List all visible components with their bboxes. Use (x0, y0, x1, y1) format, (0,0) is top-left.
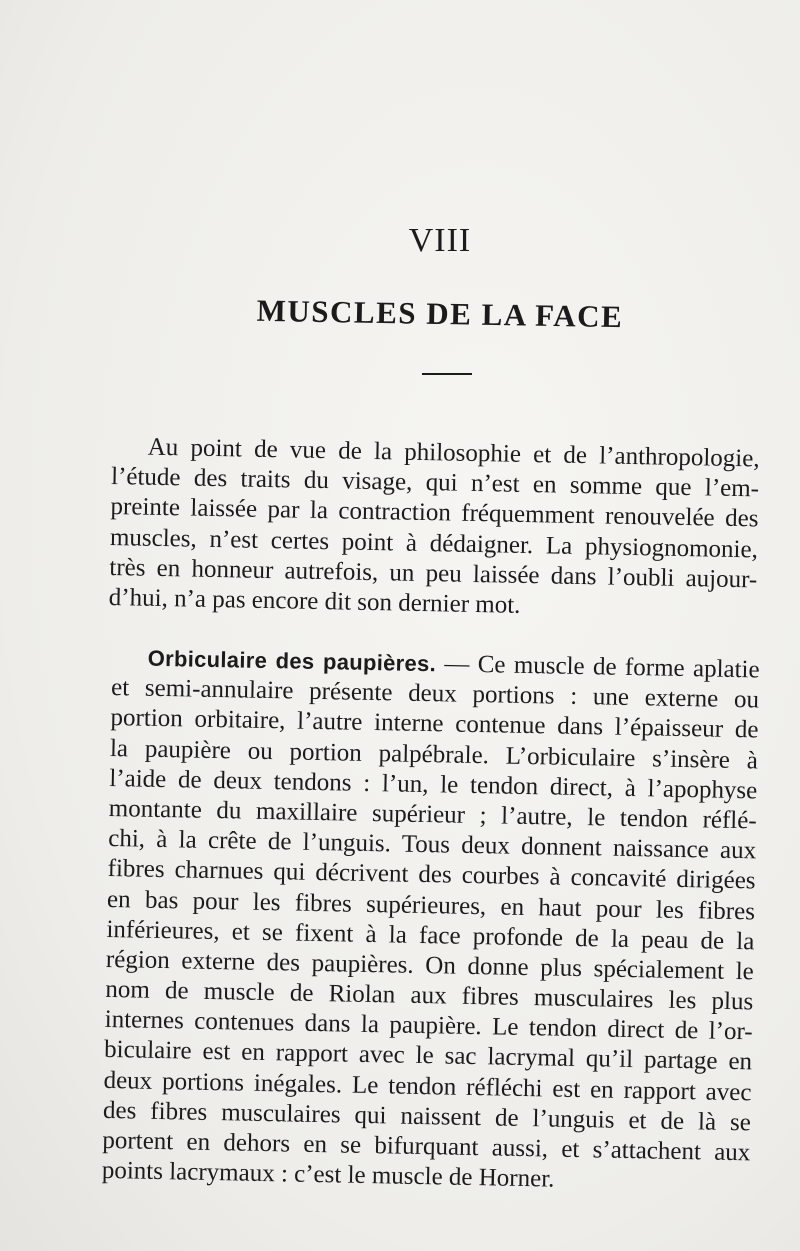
text-line: l’étude des traits du visage, qui n’est en somme que l’em- (110, 463, 760, 503)
chapter-title: MUSCLES DE LA FACE (256, 292, 624, 335)
text-line: deux portions inégales. Le tendon réfléchi est en rapport avec (103, 1066, 752, 1106)
paragraph-heading: Orbiculaire des paupières. (147, 645, 437, 677)
text-line: preinte laissée par la contraction fréquemment renouvelée des (110, 493, 759, 533)
paragraph-lead-text: — Ce muscle de forme aplatie (435, 650, 760, 684)
text-line: d’hui, n’a pas encore dit son dernier mot. (108, 583, 521, 619)
intro-paragraph (109, 432, 760, 626)
chapter-divider (422, 373, 472, 375)
text-line: biculaire est en rapport avec le sac lacrymal qu’il partage en (103, 1036, 753, 1076)
text-line: montante du maxillaire supérieur ; l’autre, le tendon réflé- (108, 794, 757, 835)
text-line: chi, à la crête de l’unguis. Tous deux donnent naissance aux (107, 825, 757, 865)
text-line: inférieures, et se fixent à la face profonde de la peau de la (106, 915, 755, 956)
text-line: portion orbitaire, l’autre interne contenue dans l’épaisseur de (110, 704, 759, 744)
orbicularis-paragraph (102, 643, 760, 1199)
text-line: points lacrymaux : c’est le muscle de Horner. (101, 1157, 555, 1193)
text-line: l’aide de deux tendons : l’un, le tendon direct, à l’apophyse (109, 764, 758, 805)
text-line: portent en dehors en se bifurquant aussi, et s’attachent aux (102, 1126, 751, 1167)
text-line: Au point de vue de la philosophie et de l’anthropologie, (147, 433, 760, 473)
text-line: fibres charnues qui décrivent des courbes à concavité dirigées (107, 855, 756, 895)
text-line: muscles, n’est certes point à dédaigner. La physiognomonie, (109, 523, 759, 563)
text-line: région externe des paupières. On donne plus spécialement le (105, 945, 755, 986)
text-line: très en honneur autrefois, un peu laissée dans l’oubli aujour- (109, 553, 758, 594)
text-line: la paupière ou portion palpébrale. L’orbiculaire s’insère à (109, 734, 759, 774)
text-line: en bas pour les fibres supérieures, en haut pour les fibres (106, 885, 756, 925)
text-line: internes contenues dans la paupière. Le tendon direct de l’or- (104, 1006, 753, 1046)
chapter-number: VIII (408, 222, 472, 259)
text-line: et semi-annulaire présente deux portions : une externe ou (110, 674, 760, 714)
text-line: des fibres musculaires qui naissent de l’unguis et de là se (102, 1096, 752, 1137)
text-line: nom de muscle de Riolan aux fibres musculaires les plus (105, 976, 754, 1016)
